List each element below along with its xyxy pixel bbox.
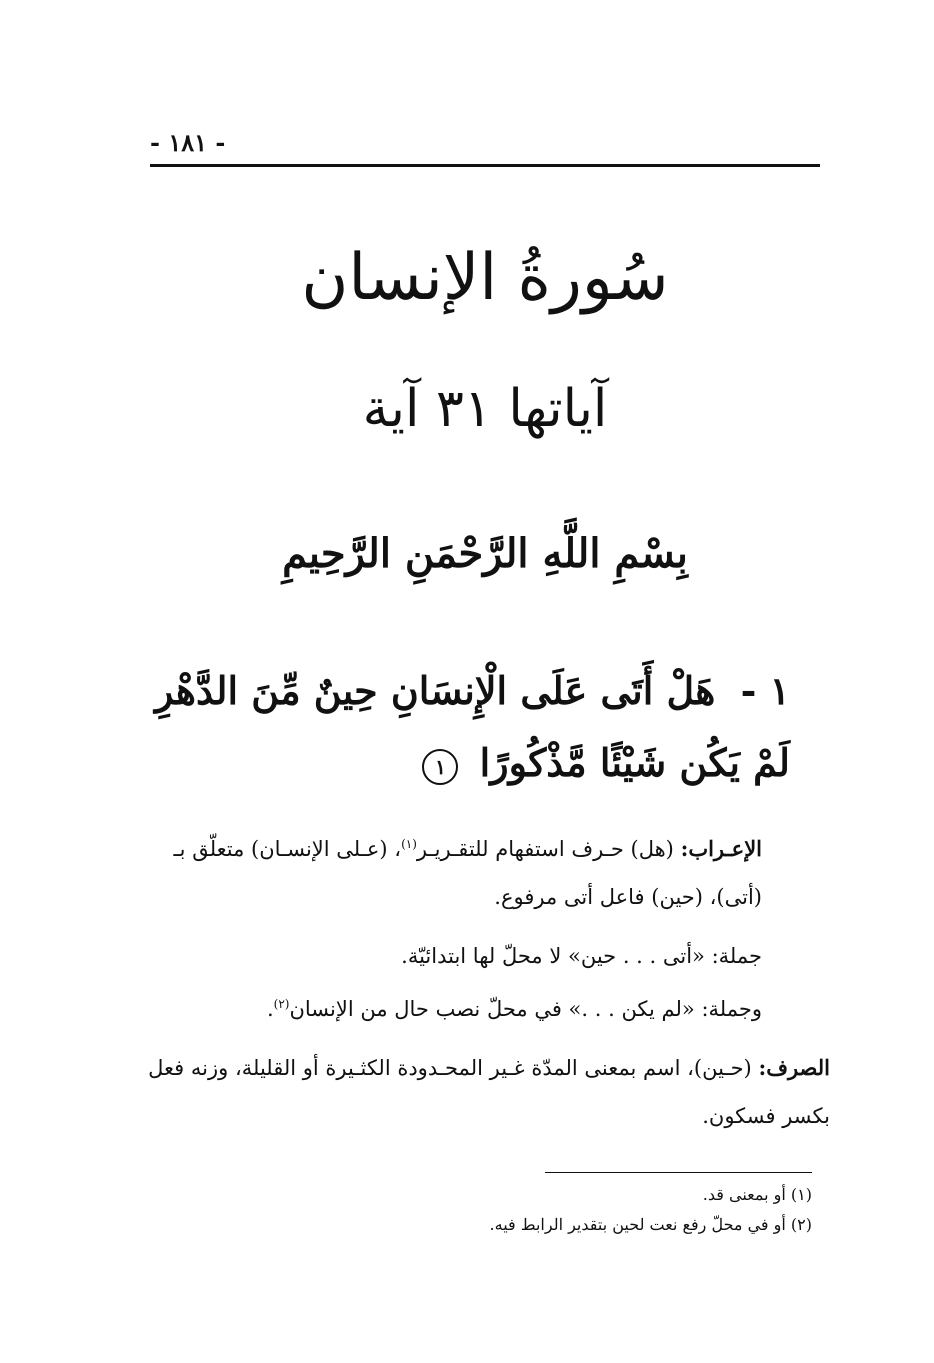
jumla-2-text: وجملة: «لم يكن . . .» في محلّ نصب حال من الإنسان bbox=[289, 997, 762, 1021]
irab-paragraph bbox=[140, 820, 762, 921]
footnote-2: (٢) أو في محلّ رفع نعت لحين بتقدير الرابط فيه. bbox=[489, 1215, 812, 1234]
irab-label: الإعـراب: bbox=[680, 836, 762, 861]
footnote-ref-2: (٢) bbox=[273, 997, 290, 1011]
verse-count: آياتها ٣١ آية bbox=[362, 379, 608, 439]
ayah-end-marker: ١ bbox=[422, 749, 458, 785]
verse-number: ١ - bbox=[740, 668, 790, 713]
jumla-2-end: . bbox=[266, 997, 274, 1021]
sarf-paragraph bbox=[140, 1044, 830, 1140]
footnote-rule bbox=[545, 1172, 812, 1173]
jumla-1: جملة: «أتى . . . حين» لا محلّ لها ابتدائيّة. bbox=[401, 944, 762, 968]
page-number: - ١٨١ - bbox=[150, 128, 226, 157]
sarf-text: (حـين)، اسم بمعنى المدّة غـير المحـدودة الكثـيرة أو القليلة، وزنه فعل بكسر فسكون. bbox=[148, 1056, 830, 1128]
irab-text-1: (هل) حـرف استفهام للتقـريـر bbox=[416, 837, 674, 861]
header-rule bbox=[150, 164, 820, 167]
sarf-label: الصرف: bbox=[758, 1055, 830, 1080]
quran-verse bbox=[150, 655, 790, 799]
jumla-2 bbox=[140, 980, 762, 1033]
footnote-ref-1: (١) bbox=[401, 837, 417, 851]
verse-text: هَلْ أَتَى عَلَى الْإِنسَانِ حِينٌ مِّنَ الدَّهْرِ لَمْ يَكُن شَيْئًا مَّذْكُورًا bbox=[154, 668, 790, 785]
footnote-1: (١) أو بمعنى قد. bbox=[702, 1185, 812, 1204]
irab-text-2: ، (عـلى الإنسـان) متعلّق بـ (أتى)، (حين) فاعل أتى مرفوع. bbox=[173, 837, 762, 909]
basmala: بِسْمِ اللَّهِ الرَّحْمَنِ الرَّحِيمِ bbox=[282, 530, 688, 577]
surah-title: سُورةُ الإنسان bbox=[301, 241, 669, 315]
